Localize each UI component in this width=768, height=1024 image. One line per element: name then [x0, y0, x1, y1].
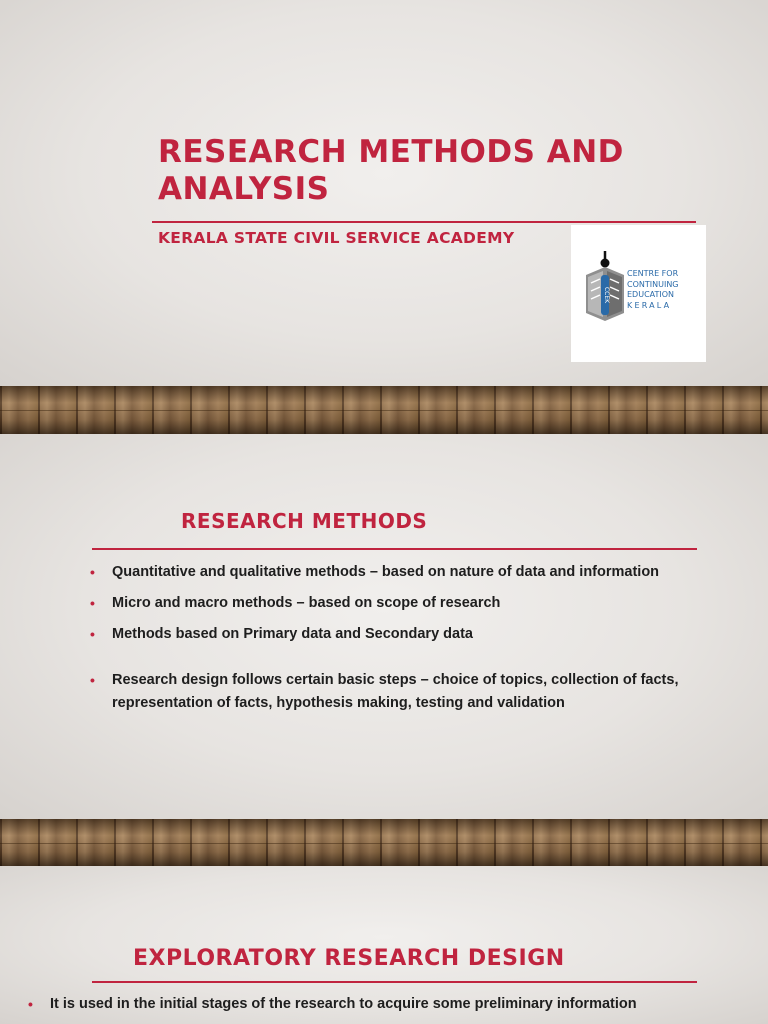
slide-title: RESEARCH METHODS [181, 509, 428, 533]
logo-line-3: EDUCATION [627, 290, 675, 299]
bullet-icon: • [90, 672, 95, 688]
title-divider [92, 548, 697, 550]
list-item: • Methods based on Primary data and Secondary data [90, 623, 678, 646]
title-divider [152, 221, 696, 223]
list-item: • Research design follows certain basic steps – choice of topics, collection of facts, representation of facts, hypothesis making, testing and validation [90, 669, 678, 715]
bullet-list [28, 993, 637, 1016]
bullet-icon: • [90, 595, 95, 611]
logo-line-2: CONTINUING [627, 279, 679, 289]
bullet-icon: • [90, 564, 95, 580]
logo-emblem-letters: CCEK [603, 286, 610, 304]
slide-title: EXPLORATORY RESEARCH DESIGN [133, 946, 565, 971]
bullet-icon: • [90, 626, 95, 642]
list-item: • Quantitative and qualitative methods – based on nature of data and information [90, 561, 678, 584]
list-item: • Micro and macro methods – based on scope of research [90, 592, 678, 615]
title-slide [0, 0, 768, 386]
wood-floor-divider [0, 386, 768, 434]
bullet-icon: • [28, 996, 33, 1012]
ccek-logo-icon [583, 249, 627, 327]
research-methods-slide [0, 434, 768, 819]
bullet-list [90, 561, 678, 723]
slide-title: RESEARCH METHODS AND ANALYSIS [158, 134, 624, 207]
slide-subtitle: KERALA STATE CIVIL SERVICE ACADEMY [158, 229, 515, 247]
wood-floor-divider [0, 819, 768, 866]
logo-line-1: CENTRE FOR [627, 269, 679, 278]
logo-line-4: KERALA [627, 300, 672, 310]
organization-logo [571, 225, 706, 362]
list-item: • It is used in the initial stages of the research to acquire some preliminary information [28, 993, 637, 1016]
logo-text [627, 269, 679, 311]
exploratory-research-slide [0, 866, 768, 1024]
title-divider [92, 981, 697, 983]
